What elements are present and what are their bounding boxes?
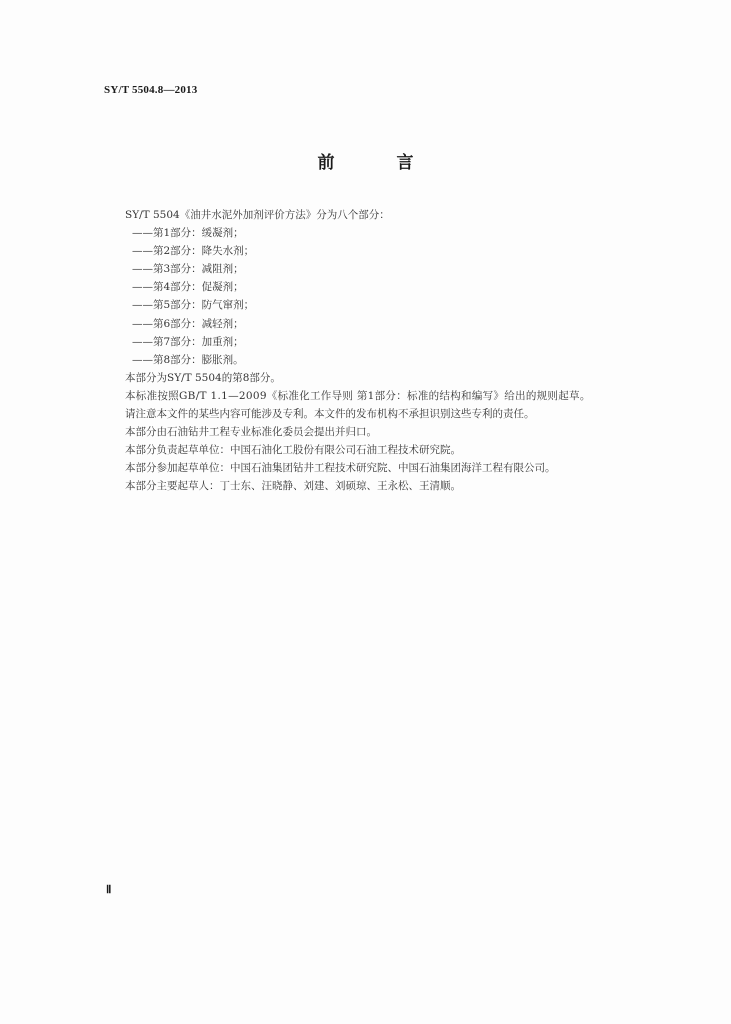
list-item-part-5: ——第5部分：防气窜剂； <box>132 299 255 312</box>
list-item-part-1: ——第1部分：缓凝剂； <box>132 227 244 240</box>
list-item-part-2: ——第2部分：降失水剂； <box>132 245 255 258</box>
page-title: 前 言 <box>317 153 442 173</box>
paragraph-proposer: 本部分由石油钻井工程专业标准化委员会提出并归口。 <box>125 426 377 439</box>
list-item-part-3: ——第3部分：减阻剂； <box>132 263 244 276</box>
page-number: Ⅱ <box>106 884 112 896</box>
list-item-part-4: ——第4部分：促凝剂； <box>132 281 244 294</box>
foreword-body <box>104 206 634 496</box>
paragraph-patent-notice: 请注意本文件的某些内容可能涉及专利。本文件的发布机构不承担识别这些专利的责任。 <box>125 408 535 421</box>
intro-paragraph: SY/T 5504《油井水泥外加剂评价方法》分为八个部分： <box>125 209 390 221</box>
list-item-part-6: ——第6部分：减轻剂； <box>132 317 244 330</box>
list-item-part-8: ——第8部分：膨胀剂。 <box>132 353 244 366</box>
paragraph-main-drafters: 本部分主要起草人：丁士东、汪晓静、刘建、刘硕琼、王永松、王清顺。 <box>125 480 461 493</box>
paragraph-lead-drafter: 本部分负责起草单位：中国石油化工股份有限公司石油工程技术研究院。 <box>125 444 461 457</box>
list-item-part-7: ——第7部分：加重剂； <box>132 335 244 348</box>
paragraph-part-statement: 本部分为SY/T 5504的第8部分。 <box>125 371 281 384</box>
standard-code: SY/T 5504.8—2013 <box>104 84 198 96</box>
paragraph-drafting-rules: 本标准按照GB/T 1.1—2009《标准化工作导则 第1部分：标准的结构和编写》给出的规则起草。 <box>125 389 591 402</box>
paragraph-participating-drafters: 本部分参加起草单位：中国石油集团钻井工程技术研究院、中国石油集团海洋工程有限公司。 <box>125 462 556 475</box>
